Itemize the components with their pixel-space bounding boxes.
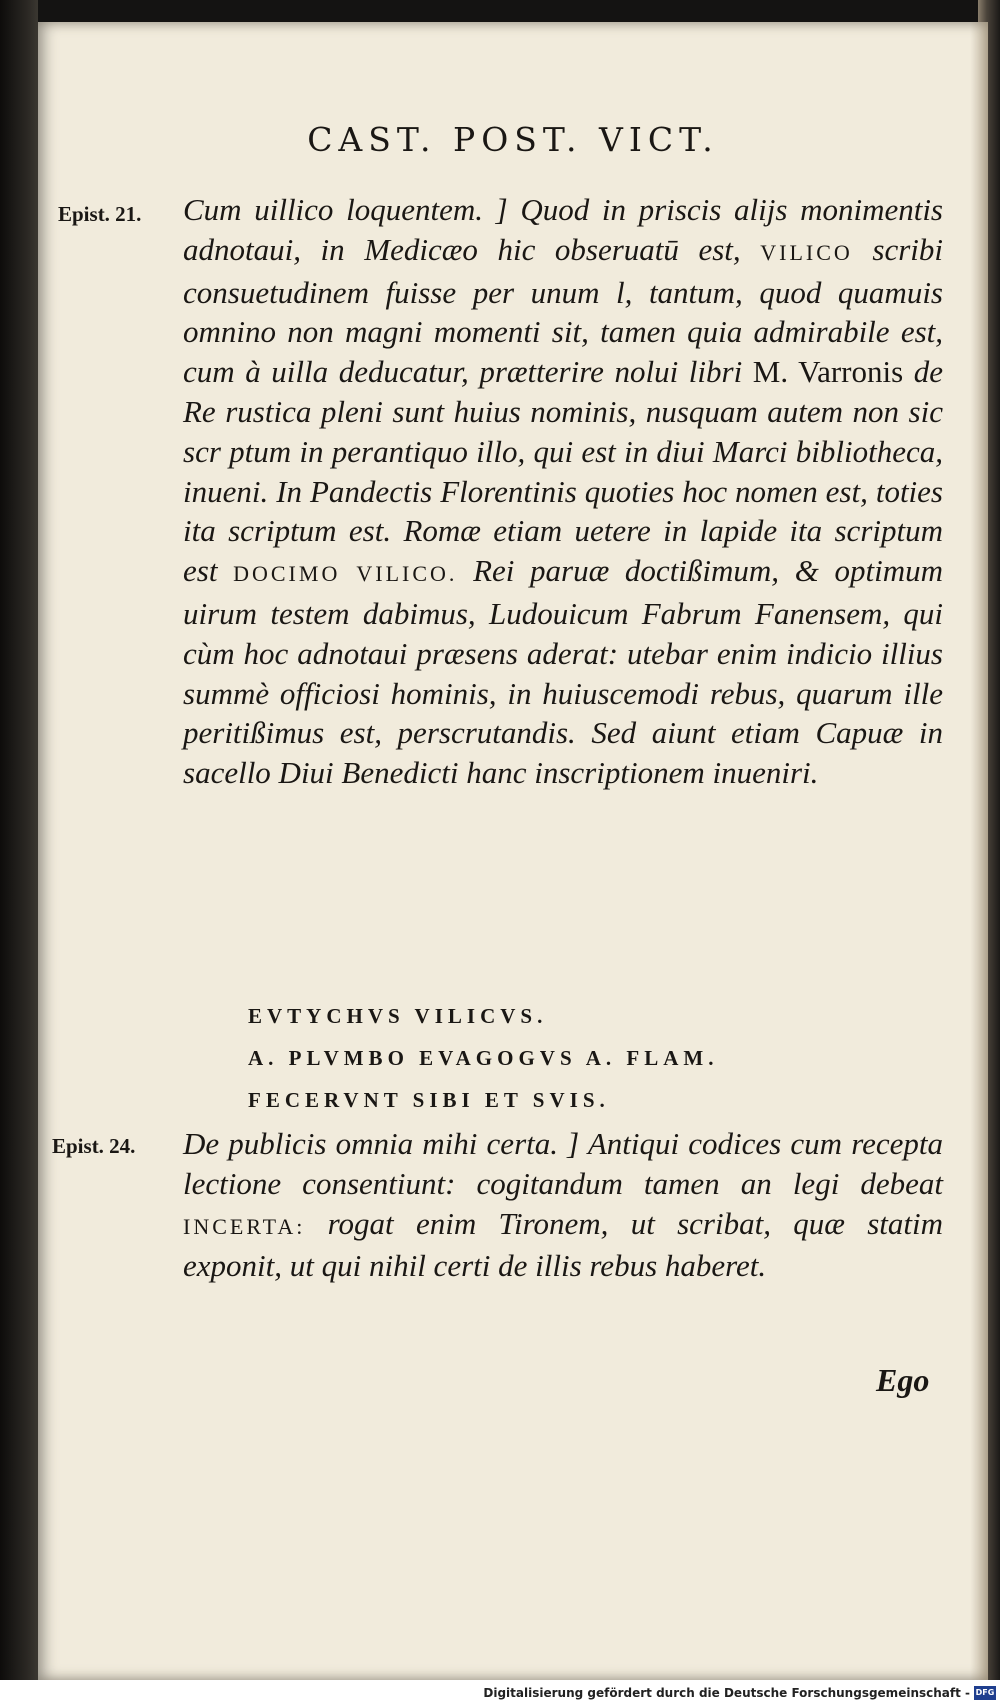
funding-credit: Digitalisierung gefördert durch die Deutsche Forschungsgemeinschaft - xyxy=(483,1686,970,1700)
lemma-1: Cum uillico loquentem. ] xyxy=(183,192,508,227)
inscription-line-3: FECERVNT SIBI ET SVIS. xyxy=(248,1088,610,1112)
paragraph-commentary-2 xyxy=(183,1124,943,1286)
book-gutter-left xyxy=(0,0,38,1680)
inscription-block xyxy=(248,995,718,1121)
inscription-line-1: EVTYCHVS VILICVS. xyxy=(248,1004,548,1028)
roman-varronis: M. Varronis xyxy=(752,354,904,390)
paragraph-1-text-a: Quod in priscis alijs monimentis adnotaui, in Medicæo hic obseruatū est, xyxy=(183,192,943,267)
lemma-2: De publicis omnia mihi certa. ] xyxy=(183,1126,580,1161)
small-caps-vilico: VILICO xyxy=(760,239,853,265)
catchword: Ego xyxy=(876,1362,930,1398)
page-paper xyxy=(38,22,988,1680)
digitization-footer xyxy=(0,1680,1000,1704)
small-caps-docimo-vilico: DOCIMO VILICO. xyxy=(233,561,458,587)
paragraph-1-text-c: de Re rustica pleni sunt huius nominis, nusquam autem non sic scr ptum in perantiquo illo, qui est in diui Marci bibliotheca, inueni. In Pandectis Florentinis quoties hoc nomen est, toties ita scriptum est. Romæ etiam uetere in lapide ita scriptum est xyxy=(183,354,944,589)
paragraph-2-text-a: Antiqui codices cum recepta lectione consentiunt: cogitandum tamen an legi debeat xyxy=(183,1126,943,1201)
paragraph-1-text-b: scribi consuetudinem fuisse per unum l, tantum, quod quamuis omnino non magni momenti sit, tamen quia admirabile est, cum à uilla deducatur, prætterire nolui libri xyxy=(183,231,943,390)
margin-note-epist-21: Epist. 21. xyxy=(58,202,142,226)
small-caps-incerta: INCERTA: xyxy=(183,1213,306,1239)
running-head: CAST. POST. VICT. xyxy=(307,120,719,159)
paragraph-1-text-d: Rei paruæ doctißimum, & optimum uirum testem dabimus, Ludouicum Fabrum Fanensem, qui cùm hoc adnotaui præsens aderat: utebar enim indicio illius summè officiosi hominis, in huiuscemodi rebus, quarum ille peritißimus est, perscrutandis. Sed aiunt etiam Capuæ in sacello Diui Benedicti hanc inscriptionem inueniri. xyxy=(183,553,943,791)
paragraph-commentary-1 xyxy=(183,190,943,793)
paragraph-2-text-b: rogat enim Tironem, ut scribat, quæ statim exponit, ut qui nihil certi de illis rebus haberet. xyxy=(183,1205,943,1284)
margin-note-epist-24: Epist. 24. xyxy=(52,1134,136,1158)
dfg-logo: DFG xyxy=(974,1686,996,1700)
inscription-line-2: A. PLVMBO EVAGOGVS A. FLAM. xyxy=(248,1046,719,1070)
